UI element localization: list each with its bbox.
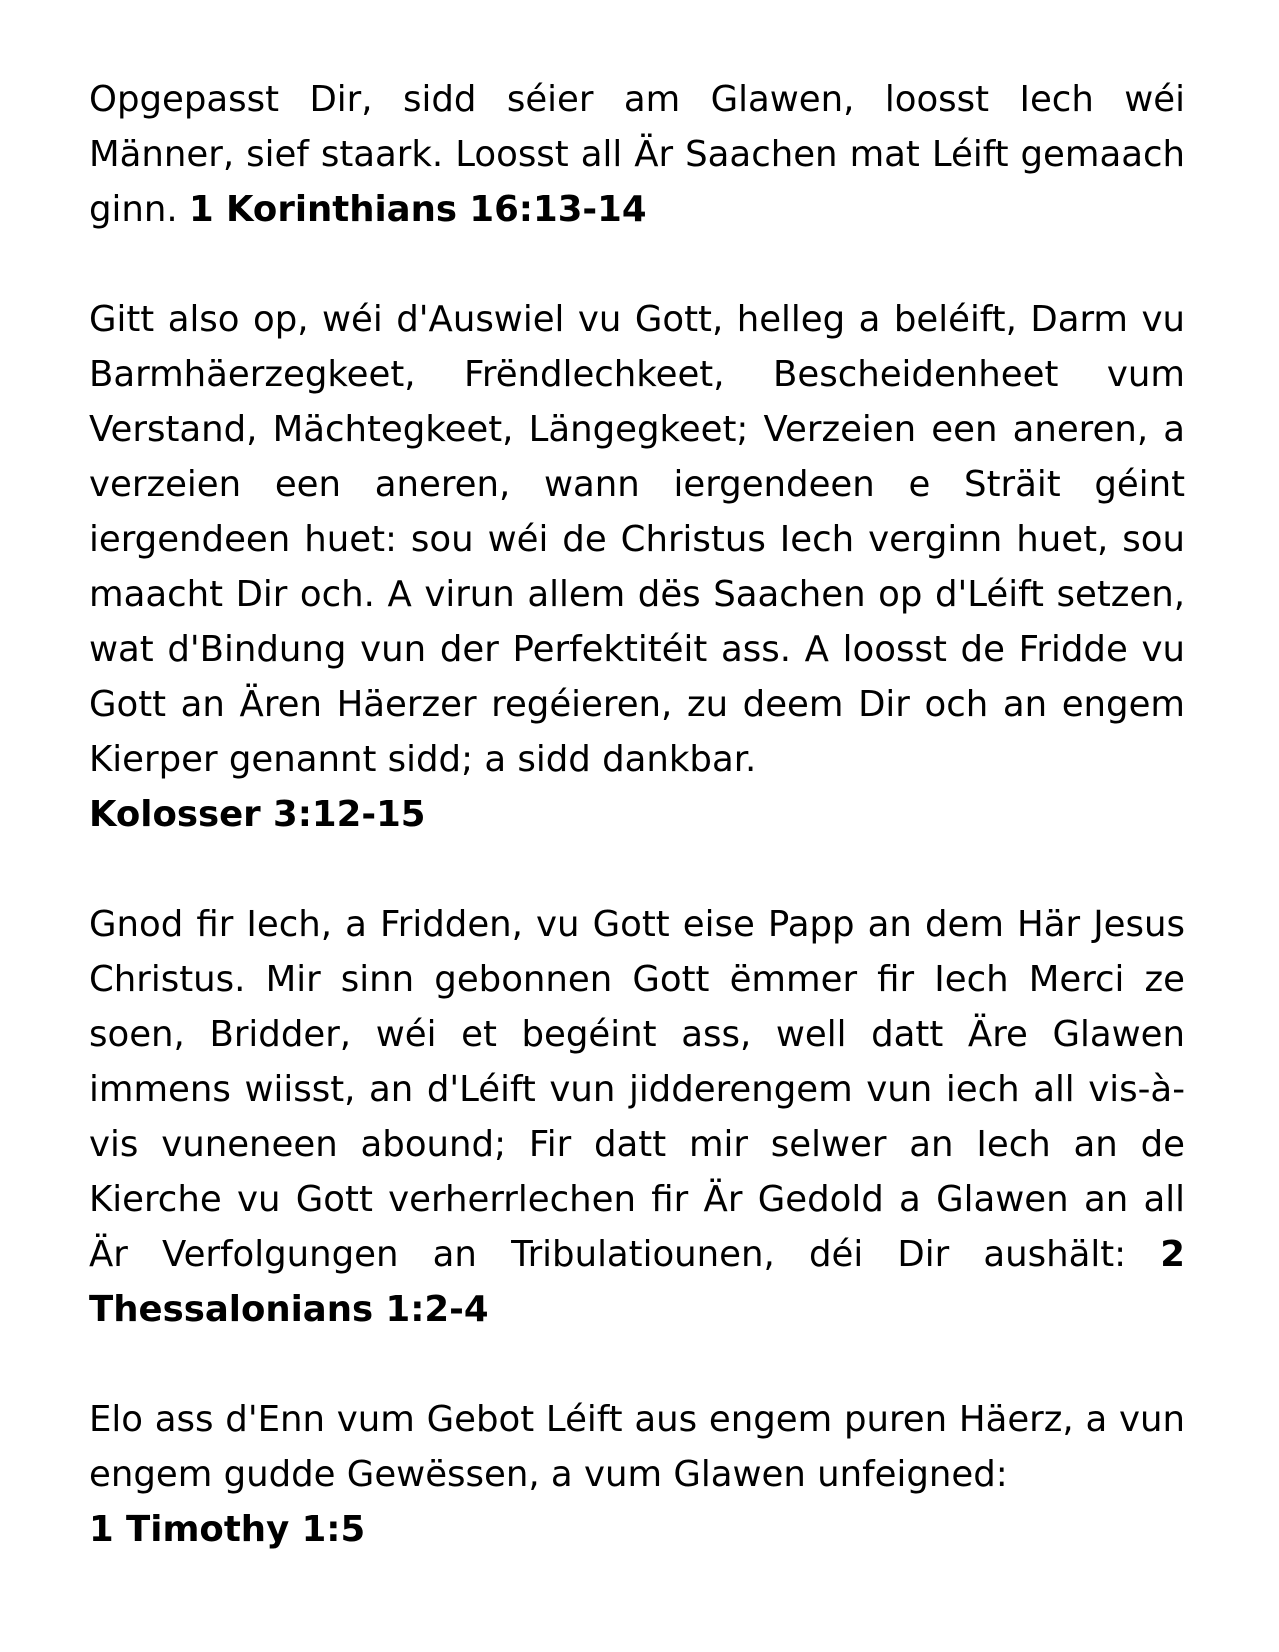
verse-text: Elo ass d'Enn vum Gebot Léift aus engem puren Häerz, a vun engem gudde Gewëssen, a vum Glawen unfeigned: <box>89 1399 1185 1495</box>
verse-text: Opgepasst Dir, sidd séier am Glawen, loosst Iech wéi Männer, sief staark. Loosst all Är Saachen mat Léift gemaach ginn. <box>89 79 1185 230</box>
verse-reference: 1 Timothy 1:5 <box>89 1509 366 1550</box>
verse-reference: 2 Thessalonians 1:2-4 <box>89 1234 1185 1330</box>
document-page <box>89 72 1185 1612</box>
verse-paragraph-1 <box>89 72 1185 237</box>
verse-reference: Kolosser 3:12-15 <box>89 794 426 835</box>
verse-paragraph-3 <box>89 897 1185 1337</box>
verse-reference: 1 Korinthians 16:13-14 <box>188 189 647 230</box>
verse-text: Gnod fir Iech, a Fridden, vu Gott eise Papp an dem Här Jesus Christus. Mir sinn gebonnen Gott ëmmer fir Iech Merci ze soen, Bridder, wéi et begéint ass, well datt Äre Glawen immens wiisst, an d'Léift vun jidderengem vun iech all vis-à-vis vuneneen abound; Fir datt mir selwer an Iech an de Kierche vu Gott verherrlechen fir Är Gedold a Glawen an all Är Verfolgungen an Tribulatiounen, déi Dir aushält: <box>89 904 1185 1275</box>
verse-paragraph-4 <box>89 1392 1185 1557</box>
verse-paragraph-2 <box>89 292 1185 842</box>
verse-text: Gitt also op, wéi d'Auswiel vu Gott, helleg a beléift, Darm vu Barmhäerzegkeet, Frëndlechkeet, Bescheidenheet vum Verstand, Mächtegkeet, Längegkeet; Verzeien een aneren, a verzeien een aneren, wann iergendeen e Sträit géint iergendeen huet: sou wéi de Christus Iech verginn huet, sou maacht Dir och. A virun allem dës Saachen op d'Léift setzen, wat d'Bindung vun der Perfektitéit ass. A loosst de Fridde vu Gott an Ären Häerzer regéieren, zu deem Dir och an engem Kierper genannt sidd; a sidd dankbar. <box>89 299 1185 780</box>
